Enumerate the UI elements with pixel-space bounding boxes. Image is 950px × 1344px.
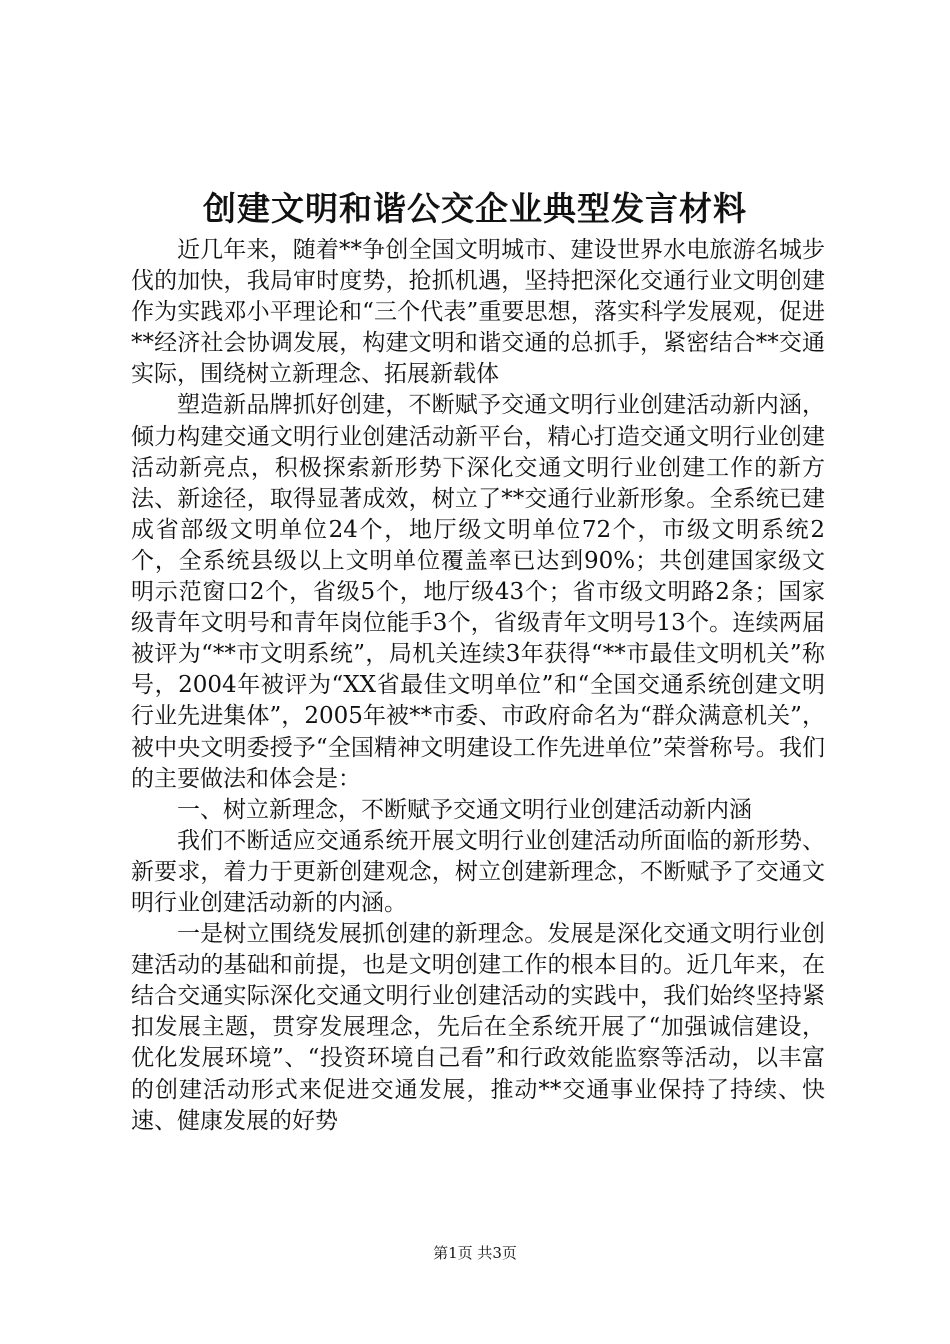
paragraph-4: 一是树立围绕发展抓创建的新理念。发展是深化交通文明行业创建活动的基础和前提，也是文明创建工作的根本目的。近几年来，在结合交通实际深化交通文明行业创建活动的实践中，我们始终坚持紧扣发展主题，贯穿发展理念，先后在全系统开展了“加强诚信建设，优化发展环境”、“投资环境自己看”和行政效能监察等活动，以丰富的创建活动形式来促进交通发展，推动**交通事业保持了持续、快速、健康发展的好势 bbox=[131, 921, 825, 1134]
document-title: 创建文明和谐公交企业典型发言材料 bbox=[203, 189, 747, 228]
paragraph-2: 塑造新品牌抓好创建，不断赋予交通文明行业创建活动新内涵，倾力构建交通文明行业创建活动新平台，精心打造交通文明行业创建活动新亮点，积极探索新形势下深化交通文明行业创建工作的新方法、新途径，取得显著成效，树立了**交通行业新形象。全系统已建成省部级文明单位24个，地厅级文明单位72个，市级文明系统2个，全系统县级以上文明单位覆盖率已达到90%；共创建国家级文明示范窗口2个，省级5个，地厅级43个；省市级文明路2条；国家级青年文明号和青年岗位能手3个，省级青年文明号13个。连续两届被评为“**市文明系统”，局机关连续3年获得“**市最佳文明机关”称号，2004年被评为“XX省最佳文明单位”和“全国交通系统创建文明行业先进集体”，2005年被**市委、市政府命名为“群众满意机关”，被中央文明委授予“全国精神文明建设工作先进单位”荣誉称号。我们的主要做法和体会是： bbox=[131, 392, 825, 792]
paragraph-3: 我们不断适应交通系统开展文明行业创建活动所面临的新形势、新要求，着力于更新创建观念，树立创建新理念，不断赋予了交通文明行业创建活动新的内涵。 bbox=[131, 827, 825, 916]
page-footer: 第1页 共3页 bbox=[433, 1244, 517, 1262]
document-body bbox=[131, 235, 825, 1137]
paragraph-1: 近几年来，随着**争创全国文明城市、建设世界水电旅游名城步伐的加快，我局审时度势，抢抓机遇，坚持把深化交通行业文明创建作为实践邓小平理论和“三个代表”重要思想，落实科学发展观，促进**经济社会协调发展，构建文明和谐交通的总抓手，紧密结合**交通实际，围绕树立新理念、拓展新载体 bbox=[131, 237, 825, 388]
section-heading-1: 一、树立新理念，不断赋予交通文明行业创建活动新内涵 bbox=[177, 796, 752, 823]
